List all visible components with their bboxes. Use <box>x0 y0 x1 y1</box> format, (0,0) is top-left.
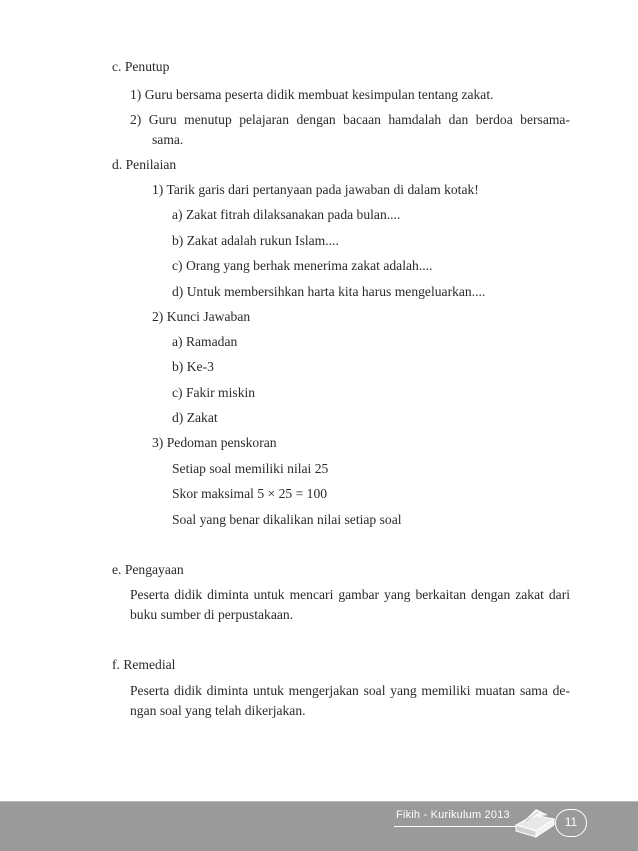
section-e-line-2: buku sumber di perpustakaan. <box>130 607 294 622</box>
question-d: d) Untuk membersihkan harta kita harus mengeluarkan.... <box>172 284 486 299</box>
section-d-item-1: 1) Tarik garis dari pertanyaan pada jawaban di dalam kotak! <box>152 182 479 197</box>
section-c-heading: c. Penutup <box>112 59 170 74</box>
section-f-line-2: ngan soal yang telah dikerjakan. <box>130 703 306 718</box>
section-c-item-2-line-1: 2) Guru menutup pelajaran dengan bacaan hamdalah dan berdoa bersama- <box>130 112 570 127</box>
book-icon <box>512 803 558 841</box>
footer-divider <box>0 801 638 802</box>
scoring-line-2: Skor maksimal 5 × 25 = 100 <box>172 486 328 501</box>
section-c-item-2-line-2: sama. <box>152 132 184 147</box>
section-e-line-1: Peserta didik diminta untuk mencari gambar yang berkaitan dengan zakat dari <box>130 587 570 602</box>
footer-title-underline <box>394 826 524 827</box>
footer-title: Fikih - Kurikulum 2013 <box>396 809 510 821</box>
answer-d: d) Zakat <box>172 410 218 425</box>
question-a: a) Zakat fitrah dilaksanakan pada bulan.... <box>172 207 401 222</box>
scoring-line-3: Soal yang benar dikalikan nilai setiap soal <box>172 512 402 527</box>
section-d-heading: d. Penilaian <box>112 157 177 172</box>
question-c: c) Orang yang berhak menerima zakat adalah.... <box>172 258 433 273</box>
section-c-item-1: 1) Guru bersama peserta didik membuat kesimpulan tentang zakat. <box>130 87 494 102</box>
answer-c: c) Fakir miskin <box>172 385 256 400</box>
section-d-item-3: 3) Pedoman penskoran <box>152 435 277 450</box>
page-number: 11 <box>555 809 587 837</box>
question-b: b) Zakat adalah rukun Islam.... <box>172 233 339 248</box>
section-f-heading: f. Remedial <box>112 657 176 672</box>
section-f-line-1: Peserta didik diminta untuk mengerjakan soal yang memiliki muatan sama de- <box>130 683 570 698</box>
answer-a: a) Ramadan <box>172 334 238 349</box>
answer-b: b) Ke-3 <box>172 359 214 374</box>
section-e-heading: e. Pengayaan <box>112 562 184 577</box>
section-d-item-2: 2) Kunci Jawaban <box>152 309 251 324</box>
scoring-line-1: Setiap soal memiliki nilai 25 <box>172 461 329 476</box>
